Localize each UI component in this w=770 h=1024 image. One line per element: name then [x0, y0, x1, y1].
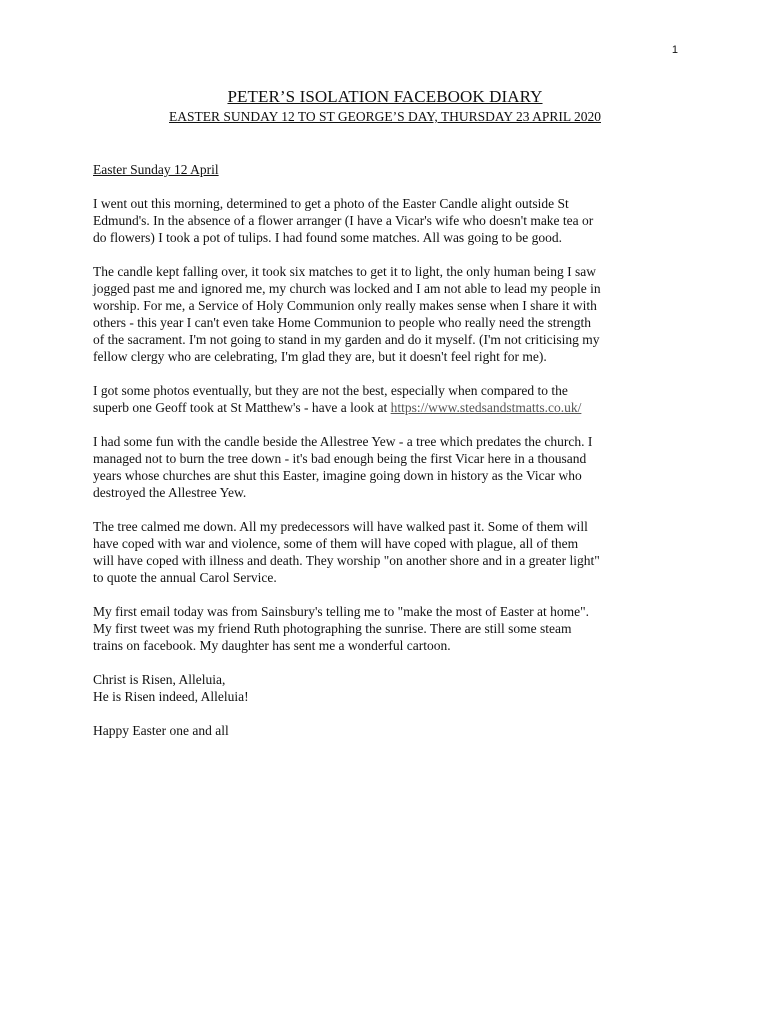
text-line: My first email today was from Sainsbury's telling me to "make the most of Easter at home".: [93, 604, 589, 619]
paragraph-6: [93, 603, 683, 654]
paragraph-4: [93, 433, 683, 501]
text-segment: superb one Geoff took at St Matthew's - have a look at: [93, 400, 391, 415]
text-line: fellow clergy who are celebrating, I'm glad they are, but it doesn't feel right for me).: [93, 349, 547, 364]
text-line: The candle kept falling over, it took six matches to get it to light, the only human being I saw: [93, 264, 596, 279]
text-line: trains on facebook. My daughter has sent me a wonderful cartoon.: [93, 638, 451, 653]
text-line: to quote the annual Carol Service.: [93, 570, 277, 585]
document-subtitle: EASTER SUNDAY 12 TO ST GEORGE’S DAY, THURSDAY 23 APRIL 2020: [169, 109, 601, 124]
text-line: He is Risen indeed, Alleluia!: [93, 689, 249, 704]
paragraph-2: [93, 263, 683, 365]
paragraph-3: [93, 382, 683, 416]
text-line: I went out this morning, determined to get a photo of the Easter Candle alight outside St: [93, 196, 569, 211]
page-number: 1: [671, 44, 678, 56]
text-line: destroyed the Allestree Yew.: [93, 485, 247, 500]
text-line: Happy Easter one and all: [93, 723, 229, 738]
paragraph-5: [93, 518, 683, 586]
website-link[interactable]: https://www.stedsandstmatts.co.uk/: [390, 400, 582, 415]
text-line-with-link: [93, 399, 683, 416]
text-line: do flowers) I took a pot of tulips. I had found some matches. All was going to be good.: [93, 230, 563, 245]
paragraph-8: [93, 722, 683, 739]
text-line: The tree calmed me down. All my predecessors will have walked past it. Some of them will: [93, 519, 588, 534]
text-line: Edmund's. In the absence of a flower arranger (I have a Vicar's wife who doesn't make tea or: [93, 213, 594, 228]
text-line: jogged past me and ignored me, my church was locked and I am not able to lead my people in: [93, 281, 601, 296]
text-line: will have coped with illness and death. They worship "on another shore and in a greater light": [93, 553, 600, 568]
paragraph-7: [93, 671, 683, 705]
diary-entry: [93, 161, 683, 756]
text-line: My first tweet was my friend Ruth photographing the sunrise. There are still some steam: [93, 621, 572, 636]
text-line: have coped with war and violence, some of them will have coped with plague, all of them: [93, 536, 579, 551]
text-line: managed not to burn the tree down - it's bad enough being the first Vicar here in a thousand: [93, 451, 587, 466]
document-title: PETER’S ISOLATION FACEBOOK DIARY: [227, 87, 543, 106]
text-line: worship. For me, a Service of Holy Communion only really makes sense when I share it with: [93, 298, 597, 313]
text-line: Christ is Risen, Alleluia,: [93, 672, 226, 687]
text-line: of the sacrament. I'm not going to stand in my garden and do it myself. (I'm not criticising my: [93, 332, 600, 347]
text-line: I got some photos eventually, but they are not the best, especially when compared to the: [93, 383, 568, 398]
text-line: years whose churches are shut this Easter, imagine going down in history as the Vicar who: [93, 468, 582, 483]
paragraph-1: [93, 195, 683, 246]
text-line: I had some fun with the candle beside the Allestree Yew - a tree which predates the church. I: [93, 434, 593, 449]
entry-heading: Easter Sunday 12 April: [93, 162, 219, 177]
text-line: others - this year I can't even take Home Communion to people who really need the strength: [93, 315, 592, 330]
